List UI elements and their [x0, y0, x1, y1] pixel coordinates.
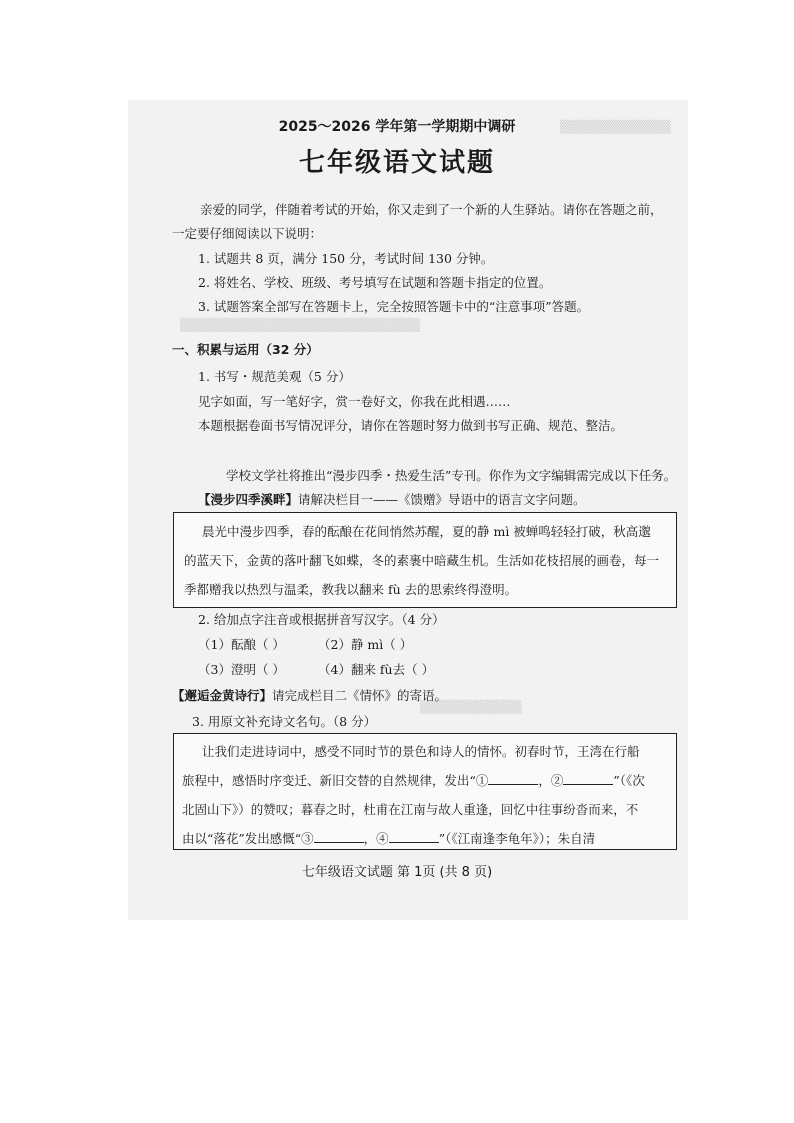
passage-line: 北固山下》）的赞叹；暮春之时，杜甫在江南与故人重逢，回忆中往事纷沓而来，不 [182, 802, 639, 817]
exam-title: 七年级语文试题 [298, 148, 495, 178]
passage-box-1 [173, 512, 677, 608]
question-3-title: 3. 用原文补充诗文名句。（8 分） [192, 714, 377, 729]
column-2-instruction [172, 686, 447, 704]
task-intro: 学校文学社将推出“漫步四季・热爱生活”专刊。你作为文字编辑需完成以下任务。 [226, 468, 677, 483]
bleed-through: ▒▒▒▒▒▒▒▒▒▒▒▒ [560, 120, 671, 134]
column-2-tag: 【邂逅金黄诗行】 [172, 688, 273, 703]
passage-line: 晨光中漫步四季，春的酝酿在花间悄然苏醒，夏的静 mì 被蝉鸣轻轻打破，秋高邈 [202, 524, 651, 539]
q2-item-2: （2）静 mì（ ） [318, 637, 413, 652]
column-1-instruction [198, 490, 586, 508]
passage-text: ，② [538, 773, 564, 788]
section-heading: 一、积累与运用（32 分） [172, 342, 319, 357]
passage-line [182, 766, 668, 795]
passage-text: 旅程中，感悟时序变迁、新旧交替的自然规律，发出“① [182, 773, 489, 788]
q2-item-1: （1）酝酿（ ） [198, 637, 285, 652]
question-1-title: 1. 书写・规范美观（5 分） [198, 369, 351, 384]
passage-text: ，④ [363, 831, 389, 846]
exam-subtitle: 2025～2026 学年第一学期期中调研 [278, 119, 516, 135]
blank-1 [488, 772, 538, 785]
blank-3 [314, 830, 364, 843]
passage-text: ”（《次 [613, 773, 645, 788]
passage-line: 的蓝天下，金黄的落叶翻飞如蝶，冬的素裹中暗藏生机。生活如花枝招展的画卷，每一 [184, 553, 660, 568]
passage-text: ”（《江南逢李龟年》）；朱自清 [438, 831, 596, 846]
passage-line: 让我们走进诗词中，感受不同时节的景色和诗人的情怀。初春时节，王湾在行船 [202, 744, 640, 759]
intro-line-2: 一定要仔细阅读以下说明： [172, 226, 323, 241]
rule-2: 2. 将姓名、学校、班级、考号填写在试题和答题卡指定的位置。 [198, 275, 552, 290]
column-1-tag: 【漫步四季溪畔】 [198, 492, 299, 507]
rule-3: 3. 试题答案全部写在答题卡上，完全按照答题卡中的“注意事项”答题。 [198, 299, 590, 314]
blank-2 [563, 772, 613, 785]
passage-text: 由以“落花”发出感慨“③ [182, 831, 314, 846]
intro-line-1: 亲爱的同学，伴随着考试的开始，你又走到了一个新的人生驿站。请你在答题之前， [200, 202, 663, 217]
column-1-text: 请解决栏目一——《馈赠》导语中的语言文字问题。 [298, 492, 586, 507]
page-footer: 七年级语文试题 第 1页 (共 8 页) [301, 865, 493, 880]
blank-4 [389, 830, 439, 843]
q2-item-3: （3）澄明（ ） [198, 662, 285, 677]
bleed-through: ▒▒▒▒▒▒▒▒▒▒▒▒▒▒▒▒▒▒▒▒▒▒▒▒▒▒ [180, 318, 420, 332]
q2-item-4: （4）翻来 fù去（ ） [318, 662, 435, 677]
question-1-line-1: 见字如面，写一笔好字，赏一卷好文，你我在此相遇…… [198, 394, 511, 409]
passage-line [182, 824, 668, 853]
column-2-text: 请完成栏目二《情怀》的寄语。 [272, 688, 448, 703]
passage-line: 季都赠我以热烈与温柔，教我以翻来 fù 去的思索终得澄明。 [184, 582, 518, 597]
passage-box-2 [173, 733, 677, 850]
question-2-title: 2. 给加点字注音或根据拼音写汉字。（4 分） [198, 612, 445, 627]
rule-1: 1. 试题共 8 页，满分 150 分，考试时间 130 分钟。 [198, 251, 494, 266]
question-1-line-2: 本题根据卷面书写情况评分，请你在答题时努力做到书写正确、规范、整洁。 [198, 418, 624, 433]
bleed-through: ▒▒▒▒▒▒▒▒▒▒▒ [420, 700, 522, 714]
